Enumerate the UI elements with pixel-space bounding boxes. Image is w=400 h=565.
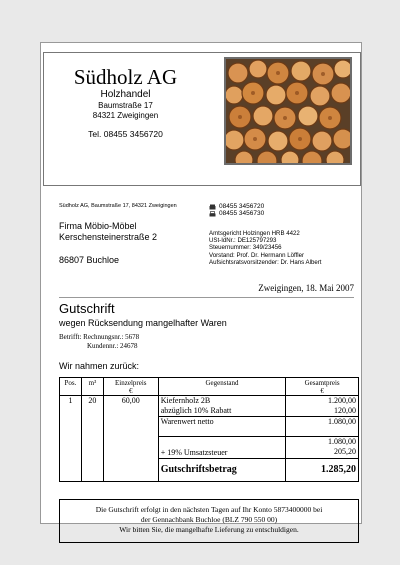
- return-intro: Wir nahmen zurück:: [59, 361, 140, 371]
- header-total-currency: €: [320, 387, 324, 395]
- legal-line-5: Aufsichtsratsvorsitzender: Dr. Hans Albert: [209, 258, 322, 266]
- recipient-line-3: 86807 Buchloe: [59, 255, 120, 265]
- cell-total-label: Gutschriftsbetrag: [158, 459, 286, 482]
- cell-total-amount: 1.285,20: [286, 459, 359, 482]
- customer-reference: Kundennr.: 24678: [87, 342, 138, 350]
- cell-m3: 20: [81, 396, 103, 482]
- recipient-line-2: Kerschensteinerstraße 2: [59, 232, 158, 242]
- company-name: Südholz AG: [73, 65, 178, 89]
- table-row: [60, 396, 359, 417]
- table-header-row: [60, 378, 359, 396]
- vat-amount: 205,20: [334, 447, 356, 456]
- sub-amount: 1.080,00: [328, 437, 356, 446]
- fax-row: [209, 210, 264, 217]
- reference-block: [59, 333, 139, 351]
- cell-net-label: Warenwert netto: [158, 417, 286, 437]
- header-unit-price-label: Einzelpreis: [115, 379, 147, 387]
- divider: [59, 297, 354, 298]
- legal-line-1: Amtsgericht Holzingen HRB 4422: [209, 230, 300, 237]
- header-m3: m³: [81, 378, 103, 396]
- header-unit-price-currency: €: [129, 387, 133, 395]
- credit-table: [59, 377, 359, 482]
- letter-date: Zweigingen, 18. Mai 2007: [258, 283, 354, 293]
- legal-info: [209, 230, 321, 266]
- fax-number: 08455 3456730: [219, 210, 265, 217]
- fax-icon: [209, 211, 216, 217]
- company-block: [58, 65, 193, 139]
- cell-net-amount: 1.080,00: [286, 417, 359, 437]
- header-item: Gegenstand: [158, 378, 286, 396]
- company-city: 84321 Zweigingen: [92, 111, 159, 120]
- footer-line-1: Die Gutschrift erfolgt in den nächsten Tagen auf Ihr Konto 5873400000 bei: [95, 505, 323, 514]
- footer-note: [59, 499, 359, 543]
- cell-pos: 1: [60, 396, 82, 482]
- recipient-line-1: Firma Möbio-Möbel: [59, 221, 137, 231]
- legal-line-4: Vorstand: Prof. Dr. Hermann Löffler: [209, 251, 305, 259]
- letterhead: [43, 52, 361, 186]
- header-total: [286, 378, 359, 396]
- footer-line-3: Wir bitten Sie, die mangelhafte Lieferung zu entschuldigen.: [119, 525, 299, 534]
- item-line-2: abzüglich 10% Rabatt: [160, 406, 232, 415]
- company-subtitle: Holzhandel: [100, 89, 151, 100]
- company-street: Baumstraße 17: [98, 101, 153, 110]
- amount-line-2: 120,00: [334, 406, 356, 415]
- legal-line-3: Steuernummer: 349/23456: [209, 244, 282, 252]
- header-total-label: Gesamtpreis: [304, 379, 340, 387]
- phone-icon: [209, 204, 216, 210]
- cell-item: [158, 396, 286, 417]
- recipient-address: [59, 221, 157, 266]
- document-subtitle: wegen Rücksendung mangelhafter Waren: [59, 318, 227, 328]
- sender-return-line: Südholz AG, Baumstraße 17, 84321 Zweigingen: [59, 203, 177, 209]
- item-line-1: Kiefernholz 2B: [160, 396, 211, 405]
- wood-photo: [224, 57, 352, 165]
- header-pos: Pos.: [60, 378, 82, 396]
- cell-vat-amounts: [286, 437, 359, 459]
- phone-row: [209, 203, 264, 210]
- cell-vat-label: + 19% Umsatzsteuer: [158, 437, 286, 459]
- legal-line-2: USt-IdNr.: DE125797293: [209, 237, 277, 245]
- footer-line-2: der Gennachbank Buchloe (BLZ 790 550 00): [140, 515, 278, 524]
- cell-amounts: [286, 396, 359, 417]
- contact-block: [209, 203, 264, 217]
- document-page: [40, 42, 362, 534]
- document-title: Gutschrift: [59, 301, 115, 316]
- invoice-reference: Betrifft: Rechnungsnr.: 5678: [59, 333, 140, 341]
- header-unit-price: [103, 378, 158, 396]
- amount-line-1: 1.200,00: [328, 396, 356, 405]
- company-tel: Tel. 08455 3456720: [88, 129, 163, 139]
- phone-number: 08455 3456720: [219, 203, 265, 210]
- cell-unit-price: 60,00: [103, 396, 158, 482]
